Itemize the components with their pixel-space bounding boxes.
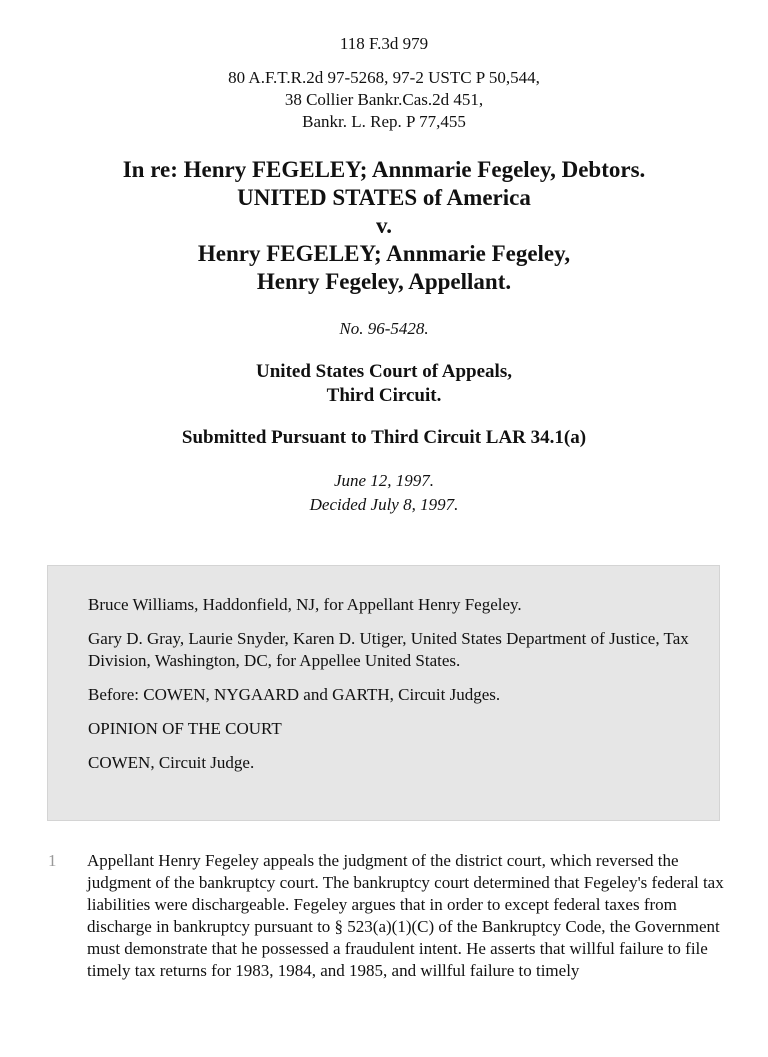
parallel-citation-line: Bankr. L. Rep. P 77,455 <box>302 112 466 131</box>
court-name-line: United States Court of Appeals, <box>256 361 512 382</box>
case-title-line: Henry Fegeley, Appellant. <box>256 269 512 294</box>
primary-citation: 118 F.3d 979 <box>339 34 429 53</box>
parallel-citation-line: 38 Collier Bankr.Cas.2d 451, <box>284 90 484 109</box>
opinion-author: COWEN, Circuit Judge. <box>88 753 255 772</box>
judicial-panel: Before: COWEN, NYGAARD and GARTH, Circuit Judges. <box>88 685 501 704</box>
document-page <box>0 33 768 980</box>
citation-block <box>0 33 768 133</box>
decided-date: Decided July 8, 1997. <box>309 495 459 514</box>
submission-note: Submitted Pursuant to Third Circuit LAR 34.1(a) <box>181 427 587 448</box>
docket-number: No. 96-5428. <box>339 319 429 338</box>
opinion-body <box>48 850 728 982</box>
case-title <box>0 156 768 296</box>
case-title-line: UNITED STATES of America <box>237 185 531 210</box>
opinion-paragraph <box>48 850 728 982</box>
parallel-citations <box>0 67 768 133</box>
paragraph-number: 1 <box>48 851 57 870</box>
case-title-line: In re: Henry FEGELEY; Annmarie Fegeley, Debtors. <box>122 157 646 182</box>
appellee-counsel: Gary D. Gray, Laurie Snyder, Karen D. Utiger, United States Department of Justice, Tax Division, Washington, DC, for Appellee United States. <box>88 629 689 670</box>
submitted-date: June 12, 1997. <box>333 471 435 490</box>
parallel-citation-line: 80 A.F.T.R.2d 97-5268, 97-2 USTC P 50,544, <box>228 68 540 87</box>
case-title-line: v. <box>376 213 392 238</box>
counsel-info-box <box>47 565 720 821</box>
case-title-line: Henry FEGELEY; Annmarie Fegeley, <box>197 241 571 266</box>
appellant-counsel: Bruce Williams, Haddonfield, NJ, for Appellant Henry Fegeley. <box>88 595 522 614</box>
opinion-heading: OPINION OF THE COURT <box>88 719 282 738</box>
case-dates <box>0 469 768 517</box>
court-name <box>0 360 768 408</box>
paragraph-text: Appellant Henry Fegeley appeals the judgment of the district court, which reversed the judgment of the bankruptcy court. The bankruptcy court determined that Fegeley's federal tax liabilities were dischargeable. Fegeley argues that in order to except federal taxes from discharge in bankruptcy pursuant to § 523(a)(1)(C) of the Bankruptcy Code, the Government must demonstrate that he possessed a fraudulent intent. He asserts that willful failure to file timely tax returns for 1983, 1984, and 1985, and willful failure to timely <box>87 851 724 980</box>
court-name-line: Third Circuit. <box>326 385 442 406</box>
